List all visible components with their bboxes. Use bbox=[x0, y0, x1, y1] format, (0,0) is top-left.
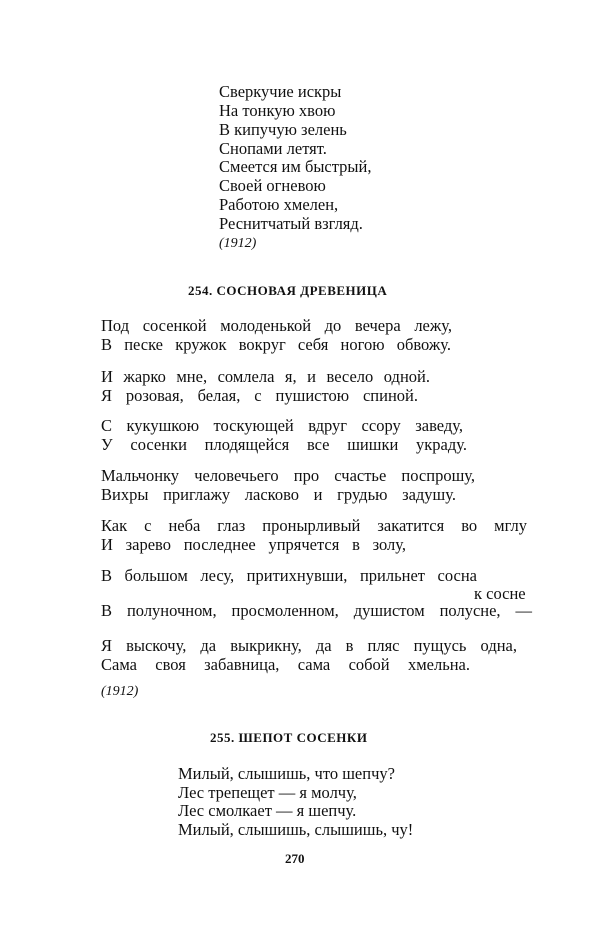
poem255-line: Лес смолкает — я шепчу. bbox=[178, 801, 357, 820]
poem254-line: В большом лесу, притихнувши, прильнет сосна bbox=[101, 566, 477, 585]
poem1-line: Работою хмелен, bbox=[219, 195, 339, 214]
poem254-date: (1912) bbox=[101, 684, 139, 699]
poem254-line-overflow: к сосне bbox=[474, 584, 526, 603]
poem254-line: Под сосенкой молоденькой до вечера лежу, bbox=[101, 316, 452, 335]
poem1-line: В кипучую зелень bbox=[219, 120, 347, 139]
poem254-line: И зарево последнее упрячется в золу, bbox=[101, 535, 406, 554]
poem254-line: И жарко мне, сомлела я, и весело одной. bbox=[101, 367, 430, 386]
poem1-line: Снопами летят. bbox=[219, 139, 327, 158]
poem255-line: Милый, слышишь, что шепчу? bbox=[178, 764, 395, 783]
poem1-line: На тонкую хвою bbox=[219, 101, 336, 120]
poem254-line: У сосенки плодящейся все шишки украду. bbox=[101, 435, 467, 454]
poem254-line: Я выскочу, да выкрикну, да в пляс пущусь одна, bbox=[101, 636, 517, 655]
poem254-line: В полуночном, просмоленном, душистом полусне, — bbox=[101, 601, 532, 620]
page-number: 270 bbox=[285, 851, 305, 866]
poem255-line: Лес трепещет — я молчу, bbox=[178, 783, 357, 802]
poem255-line: Милый, слышишь, слышишь, чу! bbox=[178, 820, 414, 839]
poem254-line: Вихры приглажу ласково и грудью задушу. bbox=[101, 485, 456, 504]
poem254-line: Сама своя забавница, сама собой хмельна. bbox=[101, 655, 470, 674]
poem255-title: 255. ШЕПОТ СОСЕНКИ bbox=[210, 730, 368, 745]
poem254-line: Как с неба глаз пронырливый закатится во мглу bbox=[101, 516, 527, 535]
poem254-line: Я розовая, белая, с пушистою спиной. bbox=[101, 386, 418, 405]
poem1-line: Сверкучие искры bbox=[219, 82, 342, 101]
poem254-title: 254. СОСНОВАЯ ДРЕВЕНИЦА bbox=[188, 283, 388, 298]
poem1-date: (1912) bbox=[219, 236, 257, 251]
poem1-line: Реснитчатый взгляд. bbox=[219, 214, 363, 233]
poem1-line: Своей огневою bbox=[219, 176, 326, 195]
poem254-line: С кукушкою тоскующей вдруг ссору заведу, bbox=[101, 416, 463, 435]
poem1-line: Смеется им быстрый, bbox=[219, 157, 372, 176]
poem254-line: Мальчонку человечьего про счастье поспрошу, bbox=[101, 466, 475, 485]
poem254-line: В песке кружок вокруг себя ногою обвожу. bbox=[101, 335, 451, 354]
